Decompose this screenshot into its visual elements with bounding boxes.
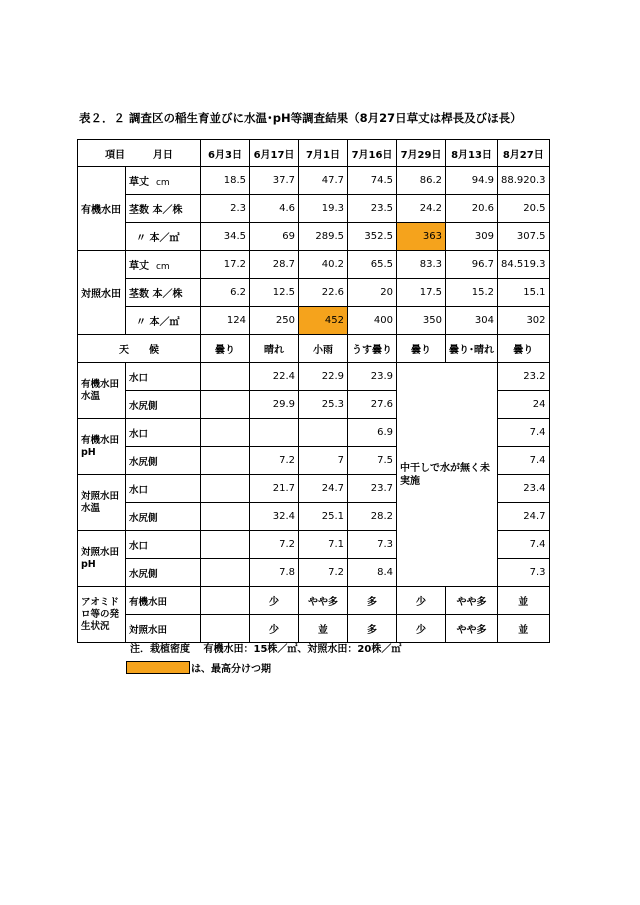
cell: 302	[498, 307, 550, 335]
table-row	[78, 195, 550, 223]
cell: 7.2	[299, 559, 348, 587]
not-conducted-note: 中干しで水が無く未実施	[397, 363, 498, 587]
cell: 小雨	[299, 335, 348, 363]
cell: 少	[250, 587, 299, 615]
cell: 20.5	[498, 195, 550, 223]
organic-group-label: 有機水田	[78, 167, 126, 251]
cell: 25.1	[299, 503, 348, 531]
date-col: 8月13日	[446, 140, 498, 167]
cell: 24.7	[299, 475, 348, 503]
cell: 2.3	[201, 195, 250, 223]
table-row	[78, 615, 550, 643]
header-item: 項目	[105, 149, 126, 161]
cell: 多	[348, 615, 397, 643]
cell: やや多	[446, 587, 498, 615]
cell: 7.2	[250, 447, 299, 475]
cell: 少	[397, 615, 446, 643]
cell: 7.4	[498, 531, 550, 559]
cell: 晴れ	[250, 335, 299, 363]
cell: 96.7	[446, 251, 498, 279]
outlet-label: 水尻側	[126, 503, 201, 531]
inlet-label: 水口	[126, 475, 201, 503]
per-m2-label: 〃 本／㎡	[126, 307, 201, 335]
cell: 400	[348, 307, 397, 335]
cell: 28.2	[348, 503, 397, 531]
cell: 304	[446, 307, 498, 335]
cell: 83.3	[397, 251, 446, 279]
table-row	[78, 167, 550, 195]
cell: 多	[348, 587, 397, 615]
outlet-label: 水尻側	[126, 391, 201, 419]
cell	[201, 559, 250, 587]
max-tillering-cell: 363	[397, 223, 446, 251]
cell: 29.9	[250, 391, 299, 419]
date-col: 7月16日	[348, 140, 397, 167]
cell: 32.4	[250, 503, 299, 531]
inlet-label: 水口	[126, 531, 201, 559]
cell: 18.5	[201, 167, 250, 195]
cell	[201, 615, 250, 643]
cell	[201, 587, 250, 615]
cell: 7.4	[498, 419, 550, 447]
cell: 並	[498, 587, 550, 615]
date-col: 8月27日	[498, 140, 550, 167]
planting-density-note: 注．栽植密度 有機水田：15株／㎡、対照水田：20株／㎡	[130, 644, 402, 655]
date-col: 7月1日	[299, 140, 348, 167]
cell	[201, 391, 250, 419]
cell: 250	[250, 307, 299, 335]
header-item-date	[78, 140, 201, 167]
cell: 曇り	[201, 335, 250, 363]
cell: 23.4	[498, 475, 550, 503]
cell: 7.2	[250, 531, 299, 559]
table-row	[78, 363, 550, 391]
cell: 47.7	[299, 167, 348, 195]
table-row	[78, 223, 550, 251]
cell: 20.6	[446, 195, 498, 223]
max-tillering-cell: 452	[299, 307, 348, 335]
cell	[201, 419, 250, 447]
cell: 28.7	[250, 251, 299, 279]
cell: 309	[446, 223, 498, 251]
organic-temp-group: 有機水田水温	[78, 363, 126, 419]
cell: うす曇り	[348, 335, 397, 363]
cell: 6.2	[201, 279, 250, 307]
aomidoro-group: アオミドロ等の発生状況	[78, 587, 126, 643]
control-ph-group: 対照水田pH	[78, 531, 126, 587]
cell: 24	[498, 391, 550, 419]
cell: 並	[299, 615, 348, 643]
header-row	[78, 140, 550, 167]
cell: 21.7	[250, 475, 299, 503]
cell: 352.5	[348, 223, 397, 251]
cell: 7	[299, 447, 348, 475]
table-row	[78, 251, 550, 279]
max-tillering-legend-text: は、最高分けつ期	[191, 664, 271, 675]
cell: 15.1	[498, 279, 550, 307]
stems-label: 茎数 本／株	[126, 195, 201, 223]
max-tillering-legend-swatch	[126, 661, 190, 674]
cell: 並	[498, 615, 550, 643]
table-title: 表２．２ 調査区の稲生育並びに水温･pH等調査結果（8月27日草丈は桿長及びほ長）	[79, 111, 522, 125]
organic-ph-group: 有機水田pH	[78, 419, 126, 475]
date-col: 6月3日	[201, 140, 250, 167]
header-date: 月日	[152, 149, 173, 161]
cell: 12.5	[250, 279, 299, 307]
outlet-label: 水尻側	[126, 447, 201, 475]
cell-split: 88.9 20.3	[498, 167, 550, 195]
table-row	[78, 279, 550, 307]
cell: 7.4	[498, 447, 550, 475]
outlet-label: 水尻側	[126, 559, 201, 587]
cell: 23.9	[348, 363, 397, 391]
cell: 24.2	[397, 195, 446, 223]
cell: 307.5	[498, 223, 550, 251]
cell: 24.7	[498, 503, 550, 531]
cell: 曇り	[397, 335, 446, 363]
cell: やや多	[299, 587, 348, 615]
cell: やや多	[446, 615, 498, 643]
cell: 37.7	[250, 167, 299, 195]
cell	[250, 419, 299, 447]
height-label: 草丈 cm	[126, 251, 201, 279]
cell: 20	[348, 279, 397, 307]
cell: 69	[250, 223, 299, 251]
cell: 23.2	[498, 363, 550, 391]
cell	[201, 503, 250, 531]
stems-label: 茎数 本／株	[126, 279, 201, 307]
cell	[201, 475, 250, 503]
cell: 124	[201, 307, 250, 335]
aomidoro-control-label: 対照水田	[126, 615, 201, 643]
cell: 4.6	[250, 195, 299, 223]
cell: 350	[397, 307, 446, 335]
cell	[201, 531, 250, 559]
cell	[201, 363, 250, 391]
cell	[201, 447, 250, 475]
cell: 25.3	[299, 391, 348, 419]
weather-label: 天 候	[78, 335, 201, 363]
inlet-label: 水口	[126, 419, 201, 447]
cell: 少	[250, 615, 299, 643]
cell: 23.5	[348, 195, 397, 223]
table-row	[78, 307, 550, 335]
cell: 6.9	[348, 419, 397, 447]
control-group-label: 対照水田	[78, 251, 126, 335]
table-row	[78, 587, 550, 615]
cell: 19.3	[299, 195, 348, 223]
per-m2-label: 〃 本／㎡	[126, 223, 201, 251]
date-col: 7月29日	[397, 140, 446, 167]
weather-row	[78, 335, 550, 363]
cell: 15.2	[446, 279, 498, 307]
cell: 曇り･晴れ	[446, 335, 498, 363]
cell: 22.4	[250, 363, 299, 391]
inlet-label: 水口	[126, 363, 201, 391]
cell: 7.5	[348, 447, 397, 475]
date-col: 6月17日	[250, 140, 299, 167]
cell: 40.2	[299, 251, 348, 279]
cell: 86.2	[397, 167, 446, 195]
cell: 17.5	[397, 279, 446, 307]
control-temp-group: 対照水田水温	[78, 475, 126, 531]
cell: 17.2	[201, 251, 250, 279]
cell	[299, 419, 348, 447]
cell: 曇り	[498, 335, 550, 363]
cell: 27.6	[348, 391, 397, 419]
cell: 22.6	[299, 279, 348, 307]
cell: 7.8	[250, 559, 299, 587]
cell: 65.5	[348, 251, 397, 279]
cell: 7.1	[299, 531, 348, 559]
cell: 74.5	[348, 167, 397, 195]
cell: 22.9	[299, 363, 348, 391]
cell: 94.9	[446, 167, 498, 195]
cell: 8.4	[348, 559, 397, 587]
cell: 7.3	[348, 531, 397, 559]
cell: 34.5	[201, 223, 250, 251]
cell-split: 84.5 19.3	[498, 251, 550, 279]
survey-table	[77, 139, 550, 643]
cell: 289.5	[299, 223, 348, 251]
cell: 7.3	[498, 559, 550, 587]
height-label: 草丈 cm	[126, 167, 201, 195]
cell: 少	[397, 587, 446, 615]
cell: 23.7	[348, 475, 397, 503]
aomidoro-organic-label: 有機水田	[126, 587, 201, 615]
